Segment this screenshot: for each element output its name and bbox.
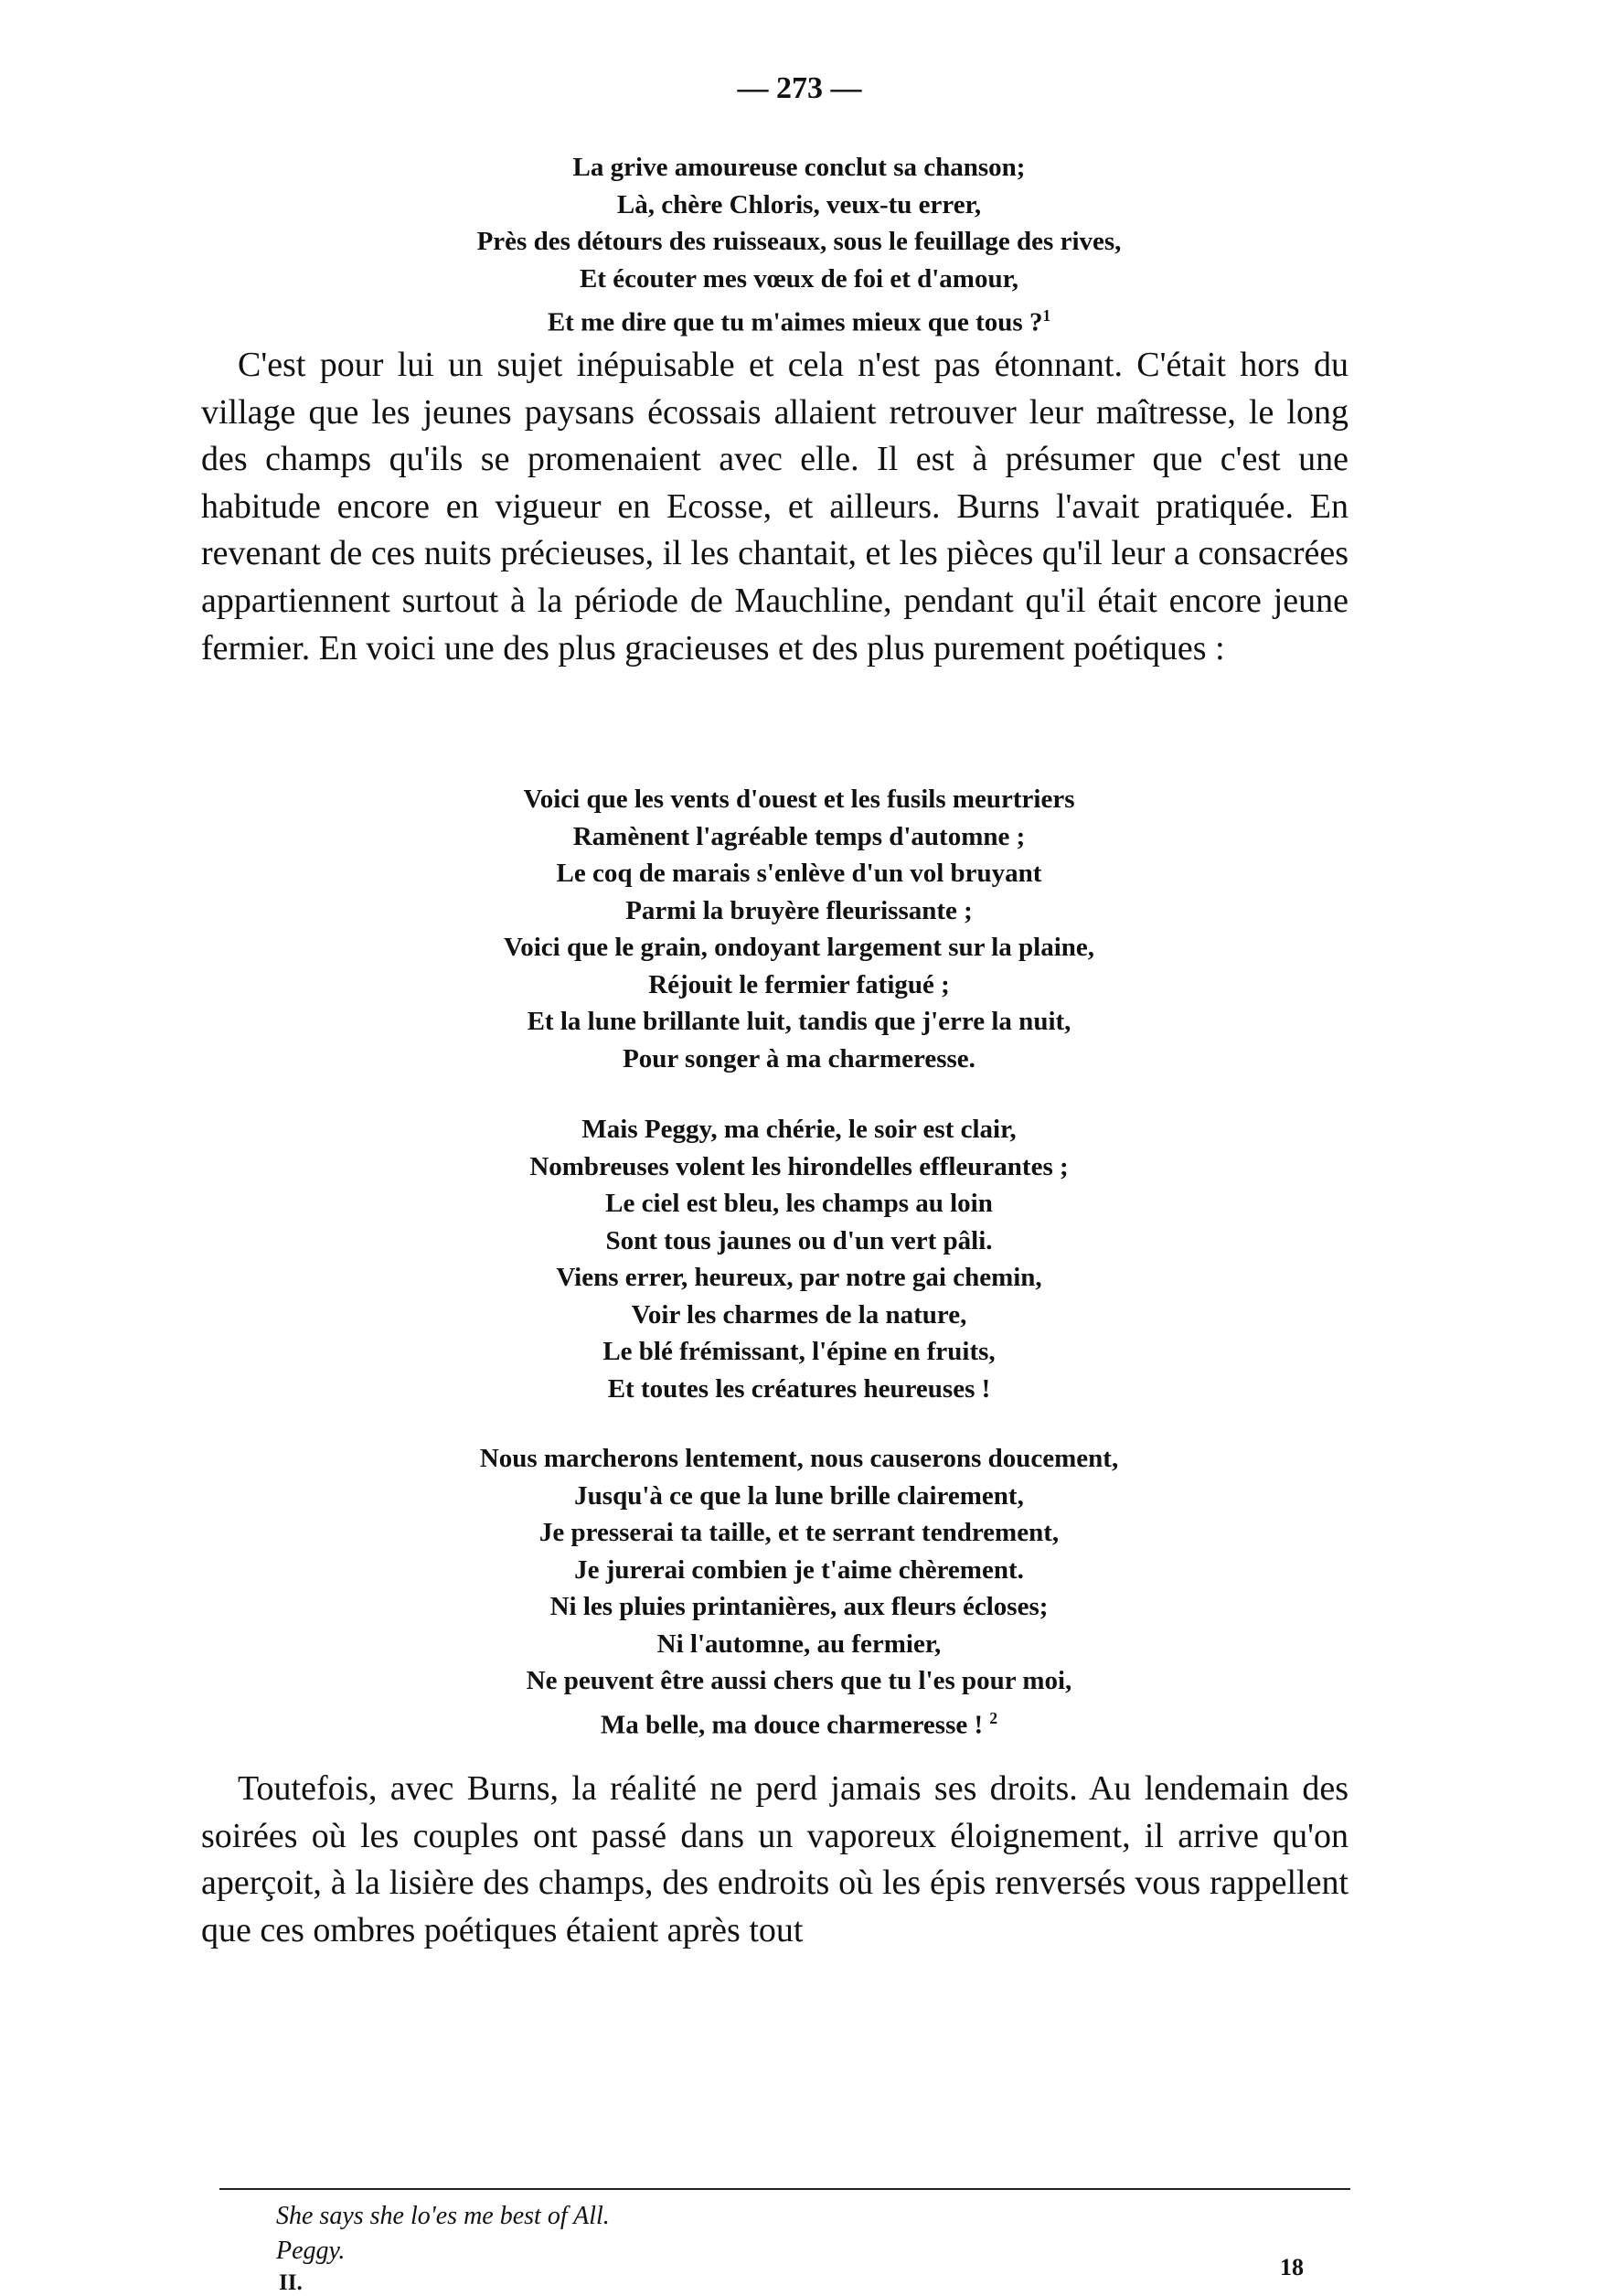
verse-line: Là, chère Chloris, veux-tu errer, [616, 189, 982, 219]
verse-line: Et toutes les créatures heureuses ! [607, 1373, 991, 1404]
verse-line: Voici que les vents d'ouest et les fusils meurtriers [523, 785, 1075, 814]
verse-line [342, 1700, 1256, 1744]
footnotes [276, 2199, 610, 2269]
footnote-ref: 2 [989, 1708, 998, 1727]
verse-line: Voici que le grain, ondoyant largement sur la plaine, [503, 933, 1095, 962]
footnote-ref: 1 [1042, 306, 1051, 325]
verse-line: Je jurerai combien je t'aime chèrement. [574, 1554, 1024, 1585]
footnote: She says she lo'es me best of All. [276, 2202, 610, 2230]
footnote-divider [219, 2188, 1350, 2190]
verse-line: Le coq de marais s'enlève d'un vol bruyant [556, 859, 1042, 888]
verse-line: Jusqu'à ce que la lune brille clairement, [574, 1480, 1024, 1511]
verse-line: Ni les pluies printanières, aux fleurs écloses; [549, 1592, 1049, 1621]
verse-line [342, 297, 1256, 341]
body-paragraph: Toutefois, avec Burns, la réalité ne perd jamais ses droits. Au lendemain des soirées où les couples ont passé dans un vaporeux éloignement, il arrive qu'on aperçoit, à la lisière des champs, des endroits où les épis renversés vous rappellent que ces ombres poétiques étaient après tout [201, 1769, 1348, 1949]
verse-line: Le ciel est bleu, les champs au loin [605, 1189, 993, 1218]
verse-line: Réjouit le fermier fatigué ; [648, 969, 950, 999]
verse-line: Ne peuvent être aussi chers que tu l'es pour moi, [526, 1666, 1072, 1695]
verse-line: Ramènent l'agréable temps d'automne ; [572, 821, 1026, 851]
body-paragraph: C'est pour lui un sujet inépuisable et cela n'est pas étonnant. C'était hors du village que les jeunes paysans écossais allaient retrouver leur maîtresse, le long des champs qu'ils se promenaient avec elle. Il est à présumer que c'est une habitude encore en vigueur en Ecosse, et ailleurs. Burns l'avait pratiquée. En revenant de ces nuits précieuses, il les chantait, et les pièces qu'il leur a consacrées appartiennent surtout à la période de Mauchline, pendant qu'il était encore jeune fermier. En voici une des plus gracieuses et des plus purement poétiques : [201, 346, 1348, 667]
verse-text: Ma belle, ma douce charmeresse ! [600, 1710, 984, 1740]
poem-stanza [342, 1111, 1256, 1407]
verse-line: Pour songer à ma charmeresse. [623, 1043, 975, 1073]
verse-line: Et la lune brillante luit, tandis que j'erre la nuit, [527, 1007, 1071, 1036]
footnote: Peggy. [276, 2237, 346, 2265]
sheet-number: 18 [1280, 2254, 1304, 2280]
signature-mark: II. [279, 2270, 303, 2295]
verse-line: La grive amoureuse conclut sa chanson; [572, 153, 1026, 182]
verse-line: Mais Peggy, ma chérie, le soir est clair, [581, 1115, 1017, 1144]
verse-line: Voir les charmes de la nature, [631, 1299, 967, 1330]
verse-line: Le blé frémissant, l'épine en fruits, [602, 1337, 996, 1366]
verse-line: Je presserai ta taille, et te serrant tendrement, [538, 1518, 1060, 1547]
verse-line: Viens errer, heureux, par notre gai chemin, [556, 1263, 1042, 1292]
verse-line: Sont tous jaunes ou d'un vert pâli. [605, 1225, 993, 1255]
verse-line: Près des détours des ruisseaux, sous le feuillage des rives, [476, 227, 1122, 256]
verse-line: Nombreuses volent les hirondelles effleurantes ; [529, 1151, 1069, 1181]
poem-stanza [342, 1440, 1256, 1744]
page-number: — 273 — [737, 71, 862, 105]
verse-line: Nous marcherons lentement, nous causerons doucement, [479, 1444, 1119, 1473]
verse-line: Et écouter mes vœux de foi et d'amour, [579, 263, 1019, 294]
verse-excerpt [342, 149, 1256, 341]
verse-text: Et me dire que tu m'aimes mieux que tous ? [547, 307, 1043, 337]
verse-line: Parmi la bruyère fleurissante ; [625, 895, 973, 925]
verse-line: Ni l'automne, au fermier, [656, 1629, 942, 1659]
poem-stanza [342, 781, 1256, 1077]
